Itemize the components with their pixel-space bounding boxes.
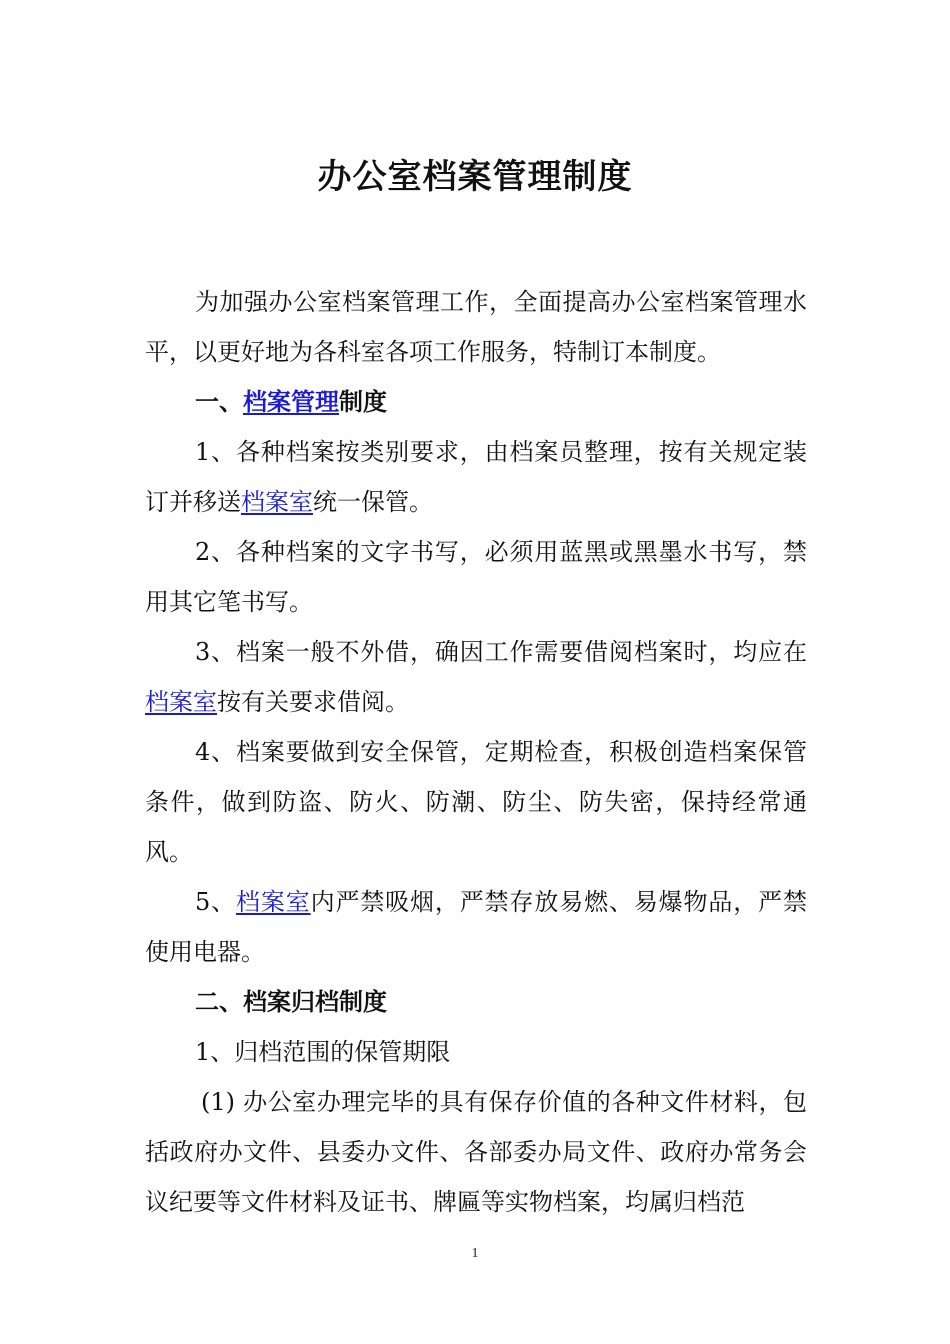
archive-room-link[interactable]: 档案室	[241, 488, 313, 516]
section1-suffix: 制度	[339, 388, 387, 416]
item-1-text-end: 统一保管。	[313, 488, 433, 516]
section1-item-3	[145, 627, 807, 727]
item-1-text: 1、各种档案按类别要求，由档案员整理，按有关规定装订并移送	[145, 438, 807, 516]
intro-paragraph: 为加强办公室档案管理工作，全面提高办公室档案管理水平，以更好地为各科室各项工作服务，特制订本制度。	[145, 288, 807, 366]
section1-item-2: 2、各种档案的文字书写，必须用蓝黑或黑墨水书写，禁用其它笔书写。	[145, 538, 807, 616]
section1-item-4: 4、档案要做到安全保管，定期检查，积极创造档案保管条件，做到防盗、防火、防潮、防尘、防失密，保持经常通风。	[145, 738, 807, 866]
document-title: 办公室档案管理制度	[317, 157, 633, 197]
page-number: 1	[471, 1246, 479, 1261]
section1-prefix: 一、	[195, 388, 243, 416]
item-3-text-end: 按有关要求借阅。	[217, 688, 409, 716]
item-3-text: 3、档案一般不外借，确因工作需要借阅档案时，均应在	[195, 638, 807, 666]
section1-item-5	[145, 877, 807, 977]
item-5-text-end: 内严禁吸烟，严禁存放易燃、易爆物品，严禁使用电器。	[145, 888, 807, 966]
section1-heading	[145, 377, 807, 427]
archive-room-link[interactable]: 档案室	[145, 688, 217, 716]
document-body	[145, 277, 807, 1227]
section2-subitem-1: (1) 办公室办理完毕的具有保存价值的各种文件材料，包括政府办文件、县委办文件、各部委办局文件、政府办常务会议纪要等文件材料及证书、牌匾等实物档案，均属归档范	[145, 1088, 807, 1216]
archive-room-link[interactable]: 档案室	[236, 888, 311, 916]
section2-heading: 二、档案归档制度	[195, 988, 387, 1016]
item-5-number: 5、	[195, 888, 236, 916]
section2-item-1: 1、归档范围的保管期限	[195, 1038, 451, 1066]
archive-management-link[interactable]: 档案管理	[243, 388, 339, 416]
section1-item-1	[145, 427, 807, 527]
